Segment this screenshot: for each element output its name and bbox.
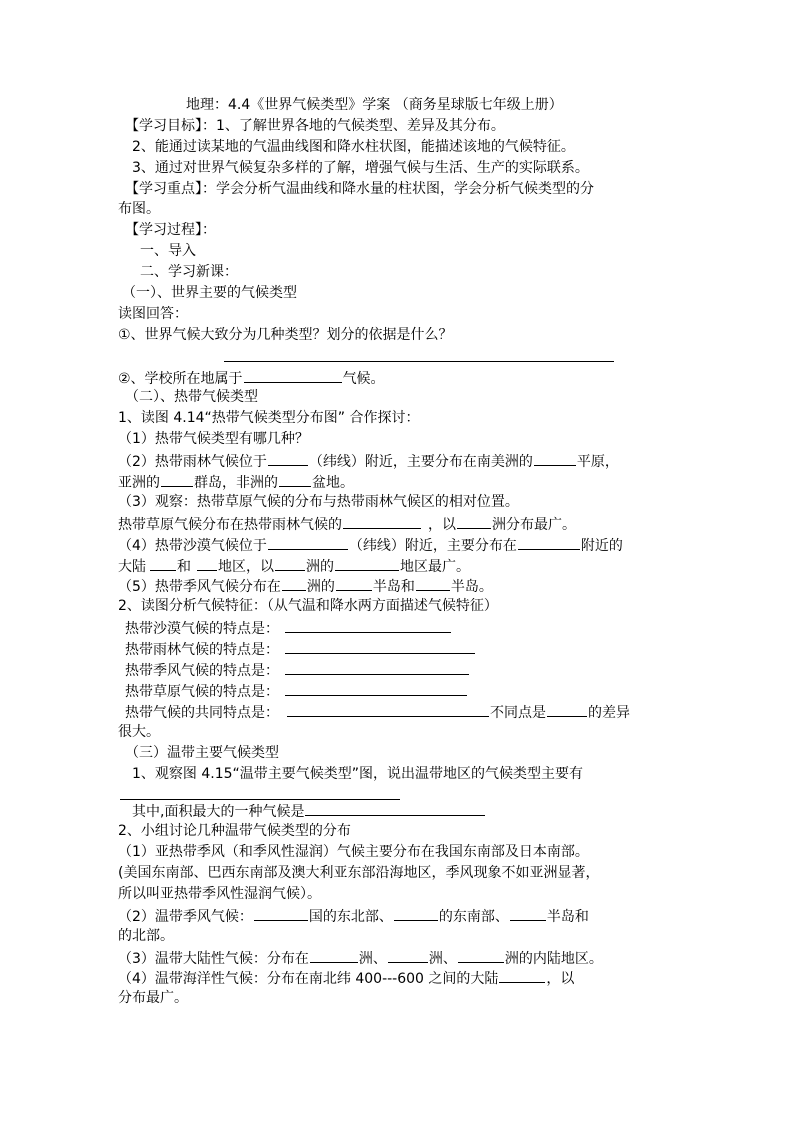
text: 不同点是 [490,704,546,721]
answer-blank[interactable] [161,471,193,487]
section-3-largest [118,800,678,821]
process-colon: ： [202,222,216,239]
text: （5）热带季风气候分布在 [118,579,281,596]
text: 洲、 [358,950,387,967]
section-3-task-1: 1、观察图 4.15“温带主要气候类型”图，说出温带地区的气候类型主要有 [132,765,584,782]
read-prompt: 读图回答： [118,305,188,322]
section-3-p1-line-3: 所以叫亚热带季风性湿润气候）。 [118,885,321,902]
q2-suffix: 气候。 [342,370,385,387]
process-step-2: 二、学习新课： [140,264,238,281]
feature-monsoon [118,659,678,680]
text: 热带雨林气候的特点是： [125,642,279,659]
goal-1: ：1、了解世界各地的气候类型、差异及其分布。 [202,117,505,134]
process-label: 【学习过程】 [125,222,202,239]
answer-blank[interactable] [388,947,428,963]
section-3-task-2: 2、小组讨论几种温带气候类型的分布 [118,823,351,840]
answer-blank[interactable] [197,555,217,571]
text: ，以 [546,971,575,988]
answer-blank[interactable] [279,471,311,487]
answer-blank[interactable] [268,534,348,550]
answer-blank[interactable] [457,513,491,529]
text: （2）热带雨林气候位于 [118,454,267,471]
text: 热带气候的共同特点是： [125,704,279,721]
section-3-p1-line-2: (美国东南部、巴西东南部及澳大利亚东部沿海地区，季风现象不如亚洲显著， [118,864,600,881]
answer-blank[interactable] [285,680,467,696]
text: 半岛和 [372,579,415,596]
focus-label: 【学习重点】 [125,180,202,197]
answer-blank[interactable] [254,905,308,921]
feature-rainforest [118,638,678,659]
q2-text: ②、学校所在地属于 [118,370,243,387]
text: （2）温带季风气候： [118,908,253,925]
process-heading [118,220,678,241]
answer-blank[interactable] [282,575,306,591]
text: 洲分布最广。 [492,516,576,533]
text: 群岛，非洲的 [194,475,278,492]
section-3-p3 [118,947,678,968]
answer-blank[interactable] [120,784,400,800]
section-3-p4-line-1 [118,967,678,988]
section-2-q1: （1）热带气候类型有哪几种？ [118,431,309,448]
answer-blank[interactable] [510,905,546,921]
answer-blank[interactable] [458,947,504,963]
answer-blank[interactable] [534,450,576,466]
question-1-answer-line [118,346,678,367]
goals-label: 【学习目标】 [125,117,202,134]
text: 盆地。 [312,475,354,492]
section-2-heading: （二）、热带气候类型 [125,389,258,406]
text: 洲的内陆地区。 [504,950,603,967]
answer-blank[interactable] [285,659,469,675]
section-1-heading: （一）、世界主要的气候类型 [122,285,297,302]
text: 洲的 [306,579,335,596]
text: 大陆 [118,558,146,575]
text: 亚洲的 [118,475,160,492]
text: （4）温带海洋性气候：分布在南北纬 400---600 之间的大陆 [118,971,499,988]
section-2-q3-line-2 [118,513,678,534]
section-2-q4-line-2 [118,555,678,576]
text: 地区，以 [218,558,274,575]
answer-blank[interactable] [275,555,305,571]
text: 热带草原气候的特点是： [125,683,279,700]
section-2-q5 [118,575,678,596]
text: 热带季风气候的特点是： [125,663,279,680]
section-2-q2-line-1 [118,450,678,471]
focus-text: ：学会分析气温曲线和降水量的柱状图，学会分析气候类型的分 [202,180,594,197]
section-3-heading: （三）温带主要气候类型 [125,744,279,761]
process-step-1: 一、导入 [140,243,196,260]
answer-blank[interactable] [287,701,489,717]
answer-blank[interactable] [343,513,421,529]
text: 洲、 [428,950,457,967]
answer-blank[interactable] [336,575,372,591]
text: 地区最广。 [400,558,470,575]
text: 国的东北部、 [308,908,393,925]
answer-blank[interactable] [305,800,485,816]
answer-blank[interactable] [394,905,438,921]
worksheet [118,95,678,1009]
text: 其中,面积最大的一种气候是 [132,804,305,821]
section-2-q3-line-1: （3）观察：热带草原气候的分布与热带雨林气候区的相对位置。 [118,493,519,510]
text: 洲的 [306,558,334,575]
learning-focus-line-1 [118,179,678,200]
page-title: 地理：4.4《世界气候类型》学案 （商务星球版七年级上册） [186,97,563,113]
text: 附近的 [580,537,623,554]
answer-blank[interactable] [244,367,342,383]
text: 的东南部、 [438,908,509,925]
answer-blank[interactable] [335,555,399,571]
section-3-p1-line-1: （1）亚热带季风（和季风性湿润）气候主要分布在我国东南部及日本南部。 [118,844,589,861]
answer-blank[interactable] [224,346,614,362]
text: 平原， [576,454,619,471]
section-3-p4-line-2: 分布最广。 [118,990,188,1007]
feature-desert [118,617,678,638]
section-2-q4-line-1 [118,534,678,555]
answer-blank[interactable] [547,701,587,717]
section-3-p2-line-2: 的北部。 [118,927,174,944]
feature-common [118,701,678,722]
learning-goals-line-2: 2、能通过读某地的气温曲线图和降水柱状图，能描述该地的气候特征。 [132,138,575,155]
section-2-q2-line-2 [118,471,678,492]
text: 的差异 [588,704,630,721]
text: 半岛。 [450,579,493,596]
section-3-p2-line-1 [118,905,678,926]
feature-savanna [118,680,678,701]
answer-blank[interactable] [416,575,450,591]
text: 和 [177,558,191,575]
text: ，以 [428,516,456,533]
answer-blank[interactable] [499,967,545,983]
text: （4）热带沙漠气候位于 [118,537,267,554]
learning-goals-line-1 [118,116,678,137]
text: （纬线）附近，主要分布在 [348,537,517,554]
answer-blank[interactable] [150,555,176,571]
learning-goals-line-3: 3、通过对世界气候复杂多样的了解，增强气候与生活、生产的实际联系。 [132,159,589,176]
answer-blank[interactable] [518,534,580,550]
text: （3）温带大陆性气候：分布在 [118,950,309,967]
learning-focus-line-2: 布图。 [118,201,160,218]
section-2-task-1: 1、读图 4.14“热带气候类型分布图” 合作探讨： [118,410,420,427]
question-2 [118,367,678,388]
question-1: ①、世界气候大致分为几种类型？划分的依据是什么？ [118,326,453,343]
feature-common-line-2: 很大。 [118,723,160,740]
answer-blank[interactable] [285,617,451,633]
section-2-task-2: 2、读图分析气候特征：（从气温和降水两方面描述气候特征） [118,598,498,615]
text: 半岛和 [546,908,589,925]
text: （纬线）附近，主要分布在南美洲的 [308,454,533,471]
answer-blank[interactable] [310,947,358,963]
answer-blank[interactable] [268,450,308,466]
text: 热带草原气候分布在热带雨林气候的 [118,516,342,533]
text: 热带沙漠气候的特点是： [125,621,279,638]
answer-blank[interactable] [285,638,475,654]
